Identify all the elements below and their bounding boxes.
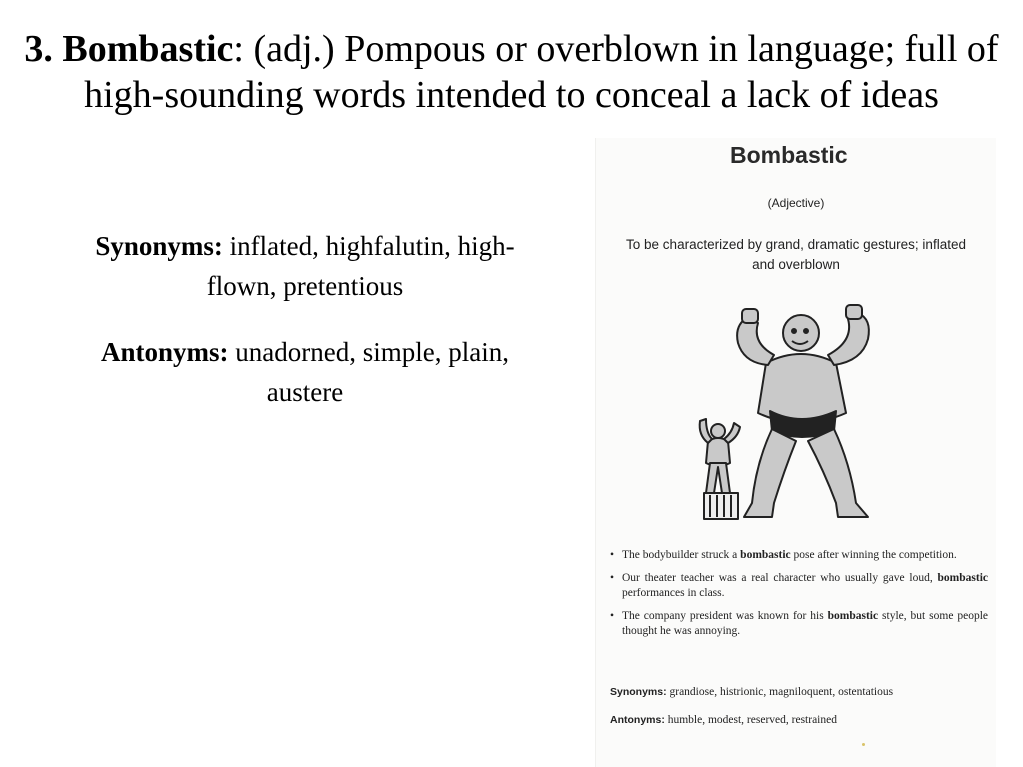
speck-decoration (862, 743, 865, 746)
example-item: • The company president was known for his bombastic style, but some people thought he was annoying. (608, 609, 988, 639)
card-part-of-speech: (Adjective) (767, 196, 825, 210)
slide-title (20, 26, 1003, 118)
card-word: Bombastic (730, 142, 848, 168)
antonyms-block (70, 332, 540, 412)
synonym-antonym-panel (70, 226, 540, 438)
card-antonyms (610, 714, 837, 726)
card-definition: To be characterized by grand, dramatic gestures; inflated and overblown (626, 237, 966, 272)
antonyms-text: unadorned, simple, plain, austere (228, 337, 509, 407)
card-antonyms-text: humble, modest, reserved, restrained (664, 714, 837, 726)
example-item: • The bodybuilder struck a bombastic pose after winning the competition. (608, 548, 988, 563)
card-example-list (608, 548, 988, 647)
example-item: • Our theater teacher was a real character who usually gave loud, bombastic performances in class. (608, 571, 988, 601)
antonyms-label: Antonyms: (101, 337, 229, 367)
synonyms-label: Synonyms: (95, 231, 223, 261)
card-synonyms-label: Synonyms: (610, 686, 667, 698)
synonyms-block (70, 226, 540, 306)
card-synonyms (610, 686, 893, 698)
card-synonyms-text: grandiose, histrionic, magniloquent, ostentatious (666, 686, 894, 698)
title-definition: : (adj.) Pompous or overblown in language; full of high-sounding words intended to conceal a lack of ideas (84, 28, 999, 116)
vocabulary-card-image (596, 138, 996, 767)
bodybuilder-illustration (686, 303, 916, 533)
title-term: 3. Bombastic (24, 28, 234, 70)
card-antonyms-label: Antonyms: (610, 714, 665, 726)
synonyms-text: inflated, highfalutin, high-flown, pretentious (206, 231, 515, 301)
